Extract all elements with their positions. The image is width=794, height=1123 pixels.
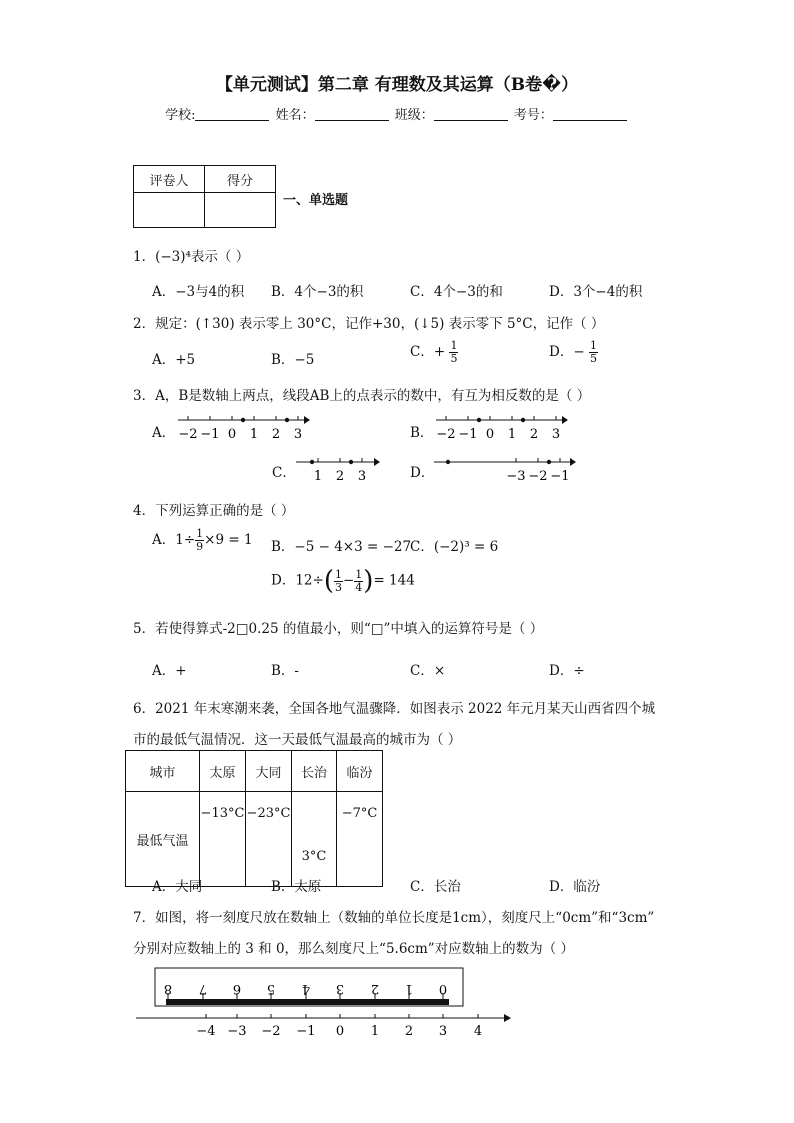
q3-option-a[interactable]: A． <box>152 425 176 441</box>
table-header-datong: 大同 <box>246 751 292 792</box>
q2-option-b[interactable]: B．−5 <box>271 352 315 368</box>
svg-text:2: 2 <box>370 981 380 996</box>
q2-option-d-prefix: D．− <box>549 344 585 360</box>
svg-text:5: 5 <box>266 981 276 996</box>
q4-option-a-suffix: ×9 = 1 <box>204 532 253 548</box>
temp-linfen: −7°C <box>337 792 383 887</box>
q4-option-a[interactable] <box>152 528 253 553</box>
svg-text:−3: −3 <box>227 1024 247 1039</box>
q6-stem-line-2: 市的最低气温情况．这一天最低气温最高的城市为（ ） <box>133 732 462 748</box>
class-blank[interactable] <box>434 108 508 121</box>
q5-option-c[interactable]: C．× <box>410 663 446 679</box>
temp-datong: −23°C <box>246 792 292 887</box>
q5-option-d[interactable]: D．÷ <box>549 663 585 679</box>
q5-option-b[interactable]: B．- <box>271 663 299 679</box>
svg-text:4: 4 <box>473 1024 483 1039</box>
table-header-changzhi: 长治 <box>292 751 337 792</box>
svg-text:3: 3 <box>551 427 561 442</box>
grader-header: 评卷人 <box>134 166 205 193</box>
point-a <box>446 460 450 464</box>
q1-option-b[interactable]: B．4个−3的积 <box>271 284 364 300</box>
svg-text:−2: −2 <box>436 427 456 442</box>
q6-option-a[interactable]: A．大同 <box>152 879 203 895</box>
grader-table <box>133 165 276 228</box>
q3-axis-c <box>292 452 382 486</box>
q4-option-b[interactable]: B．−5 − 4×3 = −27 <box>271 539 412 555</box>
svg-text:−2: −2 <box>261 1024 281 1039</box>
q4-option-c[interactable]: C．(−2)³ = 6 <box>410 539 499 555</box>
ruler-figure <box>130 965 515 1040</box>
svg-text:2: 2 <box>529 427 539 442</box>
q4-stem: 4．下列运算正确的是（ ） <box>133 503 295 519</box>
svg-text:3: 3 <box>293 427 303 442</box>
svg-text:2: 2 <box>271 427 281 442</box>
q4-option-d-fraction-2: $\frac{1}{4}$ <box>355 567 363 594</box>
q2-option-a[interactable]: A．+5 <box>152 352 196 368</box>
name-blank[interactable] <box>315 108 389 121</box>
point-a <box>477 418 481 422</box>
q5-option-a[interactable]: A．+ <box>152 663 187 679</box>
q2-option-c-fraction: $\frac{1}{5}$ <box>450 339 458 365</box>
q3-axis-d <box>430 452 578 486</box>
school-blank[interactable] <box>195 108 269 121</box>
svg-text:0: 0 <box>227 427 237 442</box>
svg-text:4: 4 <box>301 981 311 996</box>
point-b <box>285 418 289 422</box>
axis-arrow-icon <box>504 1014 511 1022</box>
svg-text:1: 1 <box>404 981 414 996</box>
exam-blank[interactable] <box>553 108 627 121</box>
table-row-label: 最低气温 <box>126 792 200 887</box>
q1-stem: 1．(−3)⁴表示（ ） <box>133 249 250 265</box>
svg-text:−2: −2 <box>178 427 198 442</box>
point-a <box>310 460 314 464</box>
q2-option-c-prefix: C．+ <box>410 344 446 360</box>
q3-axis-a <box>172 410 312 444</box>
q4-option-a-fraction: $\frac{1}{9}$ <box>196 527 204 553</box>
exam-label: 考号： <box>513 108 553 123</box>
svg-text:8: 8 <box>163 981 173 996</box>
grader-cell[interactable] <box>134 193 205 228</box>
svg-text:−1: −1 <box>458 427 478 442</box>
q6-option-c[interactable]: C．长治 <box>410 879 461 895</box>
q1-option-c[interactable]: C．4个−3的和 <box>410 284 503 300</box>
svg-text:7: 7 <box>198 981 208 996</box>
svg-text:6: 6 <box>232 981 242 996</box>
q4-option-d-suffix: = 144 <box>373 572 415 589</box>
svg-text:3: 3 <box>438 1024 448 1039</box>
temp-taiyuan: −13°C <box>200 792 246 887</box>
svg-text:3: 3 <box>357 469 367 484</box>
svg-text:1: 1 <box>249 427 259 442</box>
svg-text:−1: −1 <box>200 427 220 442</box>
q4-option-a-prefix: A．1÷ <box>152 532 196 548</box>
q4-option-d-prefix: D．12÷ <box>271 572 324 589</box>
q4-option-d[interactable]: D．12÷( $\frac{1}{3}$ − $\frac{1}{4}$ )= 144 <box>271 566 415 596</box>
temp-changzhi: 3°C <box>292 792 337 887</box>
name-label: 姓名： <box>275 108 315 123</box>
q7-stem-line-2: 分别对应数轴上的 3 和 0，那么刻度尺上“5.6cm”对应数轴上的数为（ ） <box>133 941 574 957</box>
point-b <box>521 418 525 422</box>
q3-axis-b <box>430 410 570 444</box>
svg-text:−3: −3 <box>506 469 526 484</box>
table-header-taiyuan: 太原 <box>200 751 246 792</box>
table-header-city: 城市 <box>126 751 200 792</box>
temperature-table <box>125 750 383 887</box>
svg-text:1: 1 <box>507 427 517 442</box>
q6-option-b[interactable]: B．太原 <box>271 879 322 895</box>
svg-text:−1: −1 <box>550 469 570 484</box>
q2-option-d[interactable] <box>549 340 598 365</box>
svg-text:1: 1 <box>370 1024 380 1039</box>
svg-text:2: 2 <box>335 469 345 484</box>
q1-option-a[interactable]: A．−3与4的积 <box>152 284 245 300</box>
q5-stem: 5．若使得算式-2□0.25 的值最小，则“□”中填入的运算符号是（ ） <box>133 621 544 637</box>
svg-text:−4: −4 <box>196 1024 216 1039</box>
svg-text:2: 2 <box>404 1024 414 1039</box>
score-cell[interactable] <box>205 193 276 228</box>
svg-text:0: 0 <box>335 1024 345 1039</box>
svg-text:0: 0 <box>485 427 495 442</box>
school-label: 学校: <box>165 108 196 123</box>
q3-stem: 3．A，B是数轴上两点，线段AB上的点表示的数中，有互为相反数的是（ ） <box>133 388 591 404</box>
point-a <box>241 418 245 422</box>
q4-option-d-fraction-1: $\frac{1}{3}$ <box>334 567 342 594</box>
point-b <box>547 460 551 464</box>
page-title: 【单元测试】第二章 有理数及其运算（B卷�） <box>215 75 579 95</box>
q3-option-b[interactable]: B． <box>410 425 434 441</box>
table-header-linfen: 临汾 <box>337 751 383 792</box>
q6-option-d[interactable]: D．临汾 <box>549 879 601 895</box>
svg-text:3: 3 <box>335 981 345 996</box>
score-header: 得分 <box>205 166 276 193</box>
svg-text:0: 0 <box>438 981 448 996</box>
point-b <box>349 460 353 464</box>
q7-stem-line-1: 7．如图，将一刻度尺放在数轴上（数轴的单位长度是1cm），刻度尺上“0cm”和“3cm” <box>133 910 655 926</box>
q3-option-c[interactable]: C． <box>272 465 296 481</box>
q2-option-c[interactable] <box>410 340 458 365</box>
q2-option-d-fraction: $\frac{1}{5}$ <box>589 339 597 365</box>
svg-text:1: 1 <box>313 469 323 484</box>
svg-text:−2: −2 <box>528 469 548 484</box>
class-label: 班级： <box>394 108 434 123</box>
svg-text:−1: −1 <box>296 1024 316 1039</box>
q3-option-d[interactable]: D． <box>410 465 435 481</box>
q1-option-d[interactable]: D．3个−4的积 <box>549 284 643 300</box>
q2-stem: 2．规定：(↑30) 表示零上 30°C，记作+30，(↓5) 表示零下 5°C，记作（ ） <box>133 316 605 332</box>
student-info-line <box>0 104 794 123</box>
q6-stem-line-1: 6．2021 年末寒潮来袭，全国各地气温骤降．如图表示 2022 年元月某天山西省四个城 <box>133 701 656 717</box>
section-heading: 一、单选题 <box>283 193 349 208</box>
ruler-scale-bar <box>166 999 449 1005</box>
